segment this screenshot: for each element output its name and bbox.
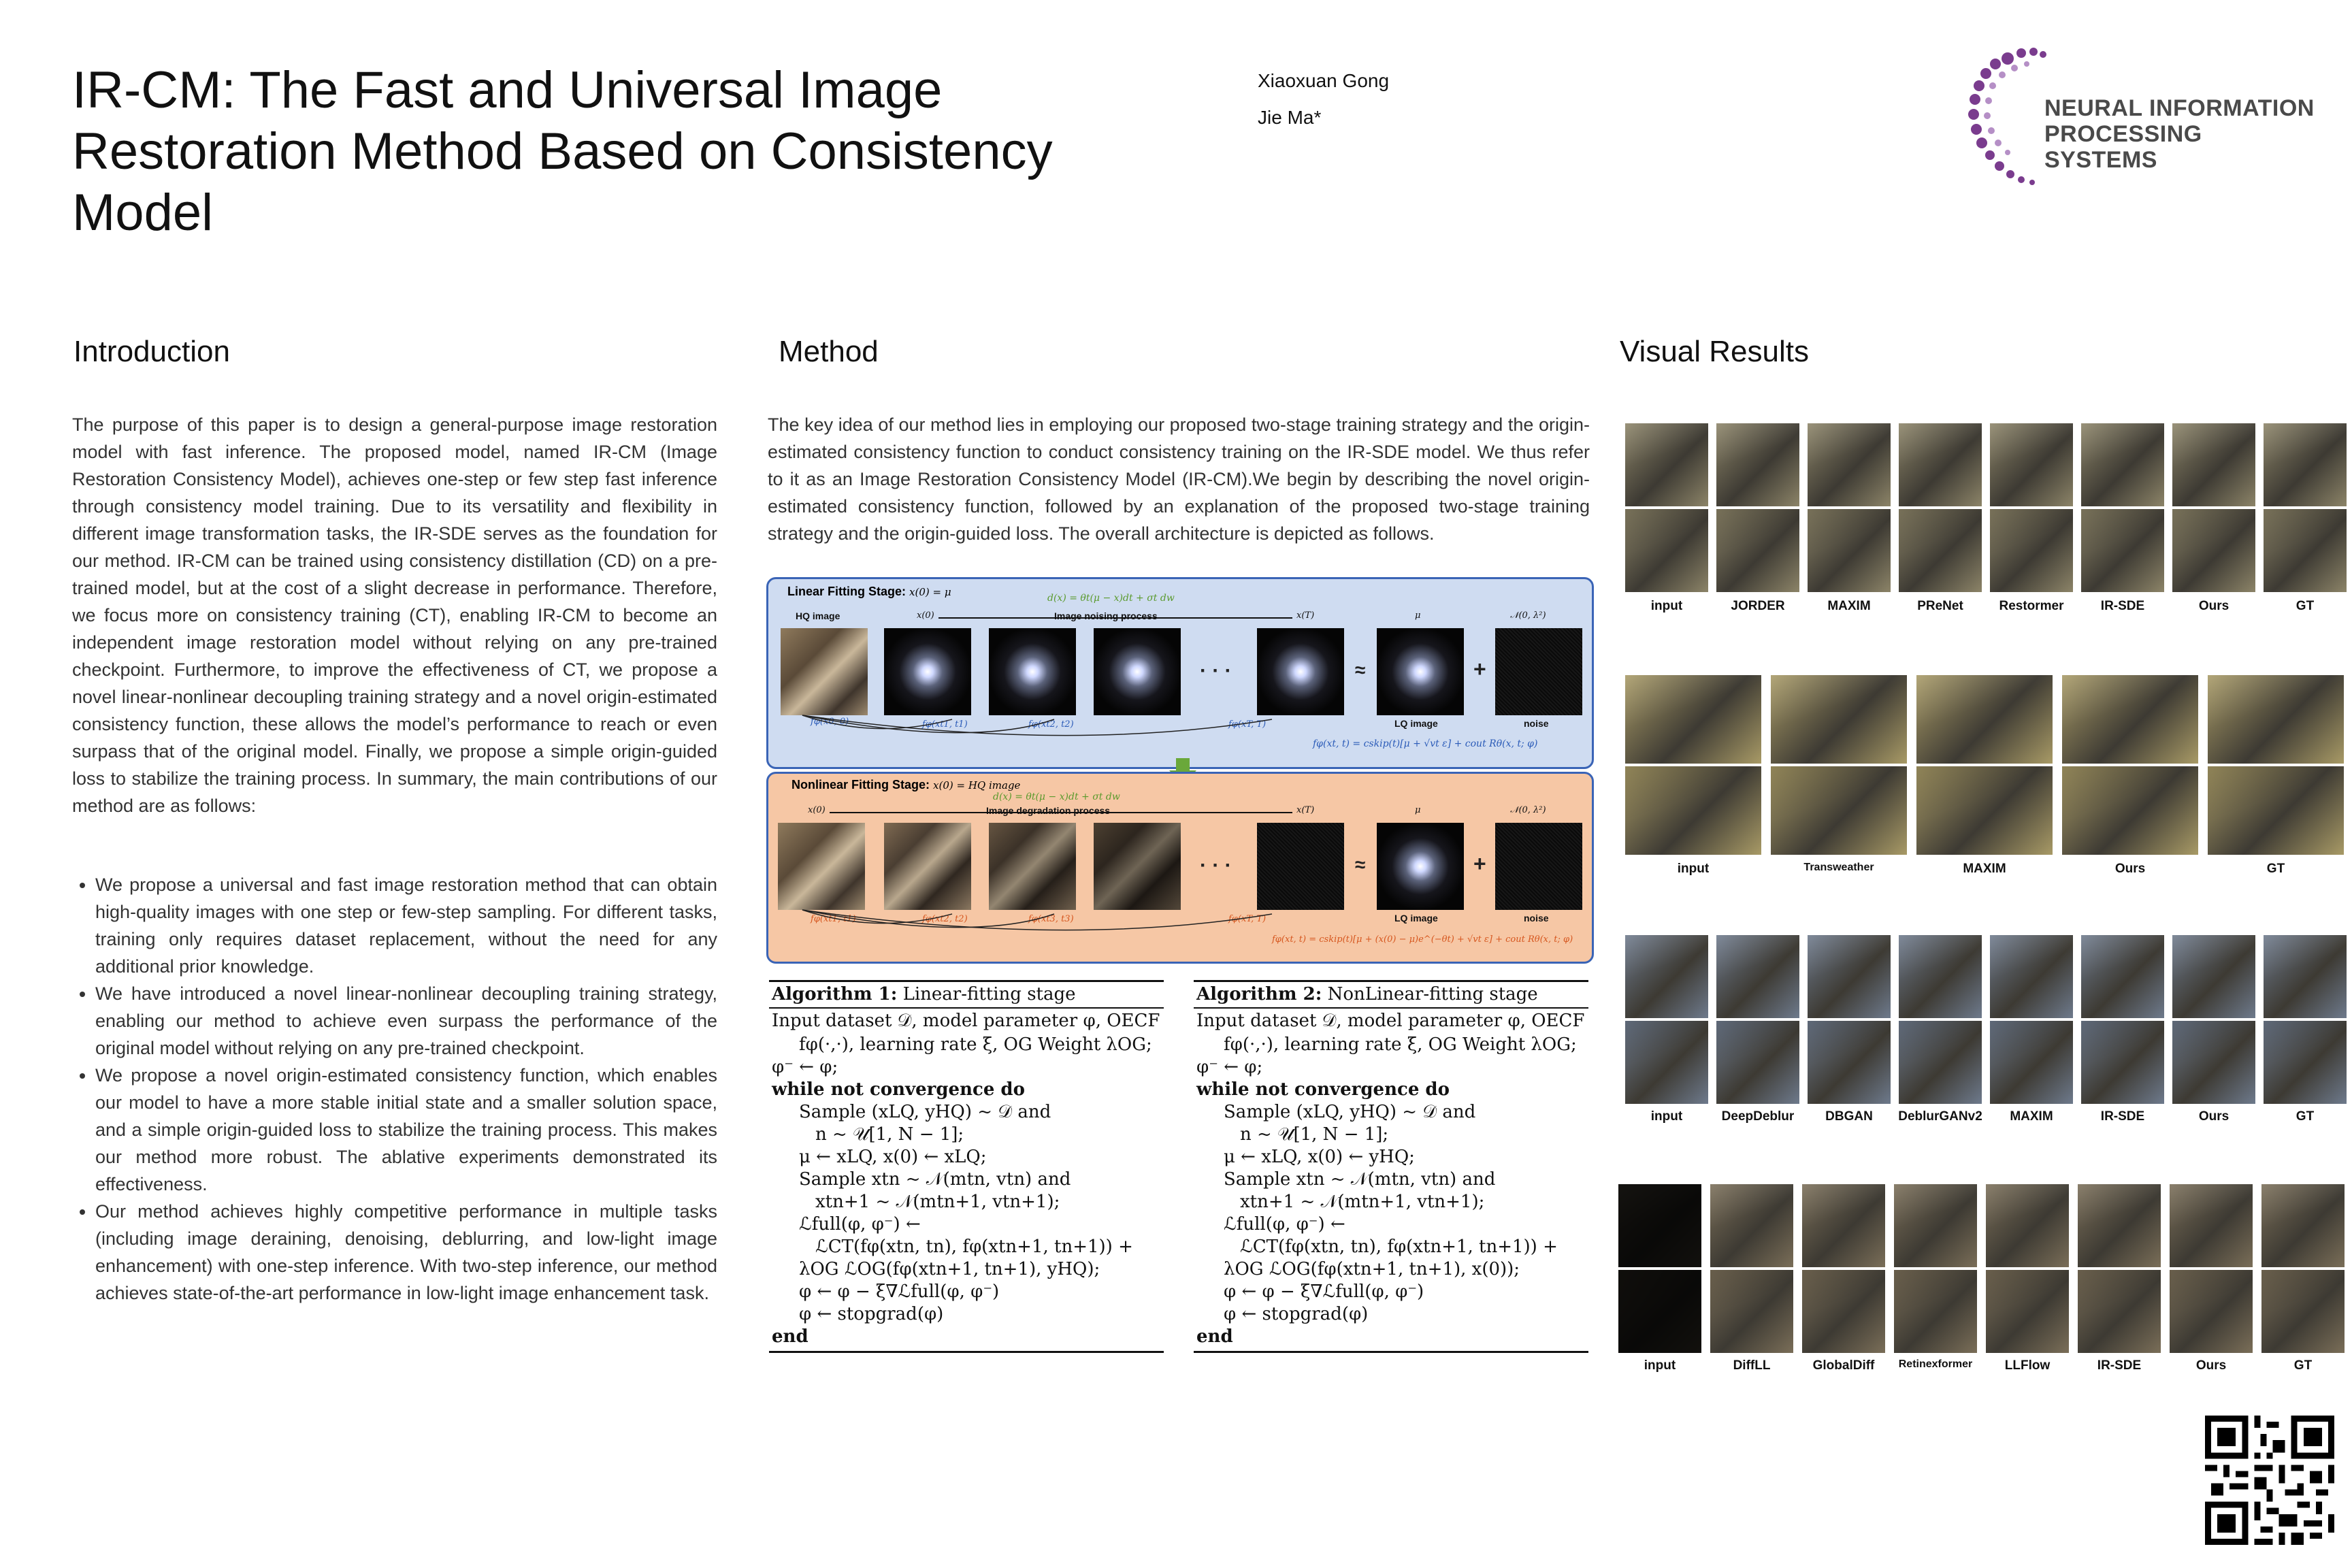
result-image bbox=[2261, 1184, 2345, 1267]
author-list bbox=[1258, 63, 1389, 136]
algorithm-2-line: φ ← φ − ξ∇ℒfull(φ, φ⁻) bbox=[1224, 1281, 1424, 1302]
noise-label: noise bbox=[1524, 913, 1549, 924]
result-image bbox=[2062, 766, 2198, 855]
result-image bbox=[1986, 1270, 2069, 1353]
nonlinear-consistency-formula: fφ(xt, t) = cskip(t)[μ + (x(0) − μ)e^(−θt) + √vt ε] + cout Rθ(x, t; φ) bbox=[1272, 934, 1573, 945]
result-image bbox=[1625, 675, 1761, 764]
algorithm-2-name: NonLinear-fitting stage bbox=[1327, 984, 1538, 1004]
nonlinear-stage-title bbox=[791, 778, 1020, 792]
process-arrow bbox=[830, 812, 1292, 813]
degraded-image-t2 bbox=[989, 823, 1076, 910]
result-image bbox=[1716, 1021, 1799, 1104]
algorithm-1-line: ℒfull(φ, φ⁻) ← bbox=[799, 1214, 921, 1235]
contribution-list bbox=[72, 871, 717, 1307]
consistency-arcs bbox=[796, 907, 1299, 941]
algorithm-2-number: Algorithm 2: bbox=[1196, 984, 1322, 1004]
method-heading: Method bbox=[779, 335, 879, 368]
result-method-label: Retinexformer bbox=[1898, 1358, 1973, 1370]
lq-image-label: LQ image bbox=[1394, 718, 1438, 729]
f-xt2-label: fφ(xt2, t2) bbox=[1028, 719, 1074, 730]
algorithm-2-title bbox=[1194, 982, 1588, 1007]
algorithm-2-line: ℒCT(fφ(xtn, tn), fφ(xtn+1, tn+1)) + bbox=[1240, 1237, 1558, 1257]
nonlinear-stage-condition: x(0) = HQ image bbox=[933, 779, 1021, 791]
mu-label: μ bbox=[1415, 805, 1421, 815]
result-method-label: LLFlow bbox=[2004, 1358, 2051, 1373]
result-image bbox=[2172, 1021, 2255, 1104]
result-image bbox=[2170, 1184, 2253, 1267]
lq-image bbox=[1377, 628, 1464, 715]
result-method-label: GT bbox=[2293, 1358, 2313, 1373]
result-image bbox=[1916, 766, 2053, 855]
f-xt1-label: fφ(xt1, t1) bbox=[922, 719, 968, 730]
result-method-label: Ours bbox=[2198, 1109, 2230, 1124]
result-image bbox=[1716, 423, 1799, 506]
f-xt3-label: fφ(xt3, t3) bbox=[1028, 914, 1074, 924]
result-method-label: input bbox=[1650, 1109, 1683, 1124]
f-xT-label: fφ(xT, T) bbox=[1228, 914, 1267, 924]
result-method-label: Ours bbox=[2114, 862, 2146, 876]
algorithm-1 bbox=[769, 980, 1164, 1353]
algorithm-1-line: λOG ℒOG(fφ(xtn+1, tn+1), yHQ); bbox=[799, 1259, 1100, 1279]
degraded-image-xT bbox=[1257, 823, 1344, 910]
result-method-label: DeblurGANv2 bbox=[1898, 1109, 1982, 1124]
result-image bbox=[2081, 509, 2164, 592]
noisy-image-t2 bbox=[1094, 628, 1181, 715]
result-image bbox=[2208, 675, 2344, 764]
result-image bbox=[1618, 1184, 1701, 1267]
result-method-label: IR-SDE bbox=[2100, 1109, 2145, 1124]
process-arrow bbox=[938, 617, 1292, 619]
contribution-item: • We propose a universal and fast image restoration method that can obtain high-quality images with one step or few-step sampling. For different tasks, training only requires dataset replacement, without the need for any additional prior knowledge. bbox=[95, 871, 717, 980]
noise-image bbox=[1495, 823, 1582, 910]
result-method-label: DBGAN bbox=[1825, 1109, 1873, 1124]
result-image bbox=[1771, 675, 1907, 764]
result-image bbox=[2078, 1270, 2161, 1353]
algorithm-1-line: μ ← xLQ, x(0) ← xLQ; bbox=[799, 1147, 987, 1167]
result-image bbox=[2264, 935, 2347, 1018]
plus-sign: + bbox=[1473, 851, 1486, 876]
result-image bbox=[1990, 509, 2073, 592]
result-image bbox=[1802, 1270, 1885, 1353]
result-image bbox=[1625, 935, 1708, 1018]
result-method-label: input bbox=[1644, 1358, 1676, 1373]
contribution-item: • We have introduced a novel linear-nonlinear decoupling training strategy, enabling our method to achieve even surpass the performance of the original model without relying on any pre-trained checkpoint. bbox=[95, 980, 717, 1062]
result-image bbox=[1899, 935, 1982, 1018]
algorithm-1-line: fφ(·,·), learning rate ξ, OG Weight λOG; bbox=[799, 1034, 1152, 1055]
hq-image bbox=[781, 628, 868, 715]
result-image bbox=[2264, 1021, 2347, 1104]
result-image bbox=[1618, 1270, 1701, 1353]
approx-sign: ≈ bbox=[1355, 659, 1366, 681]
logo-line: NEURAL INFORMATION bbox=[2044, 95, 2315, 121]
result-image bbox=[1716, 935, 1799, 1018]
hq-image bbox=[778, 823, 865, 910]
degraded-image-t3 bbox=[1094, 823, 1181, 910]
poster-title: IR-CM: The Fast and Universal Image Restoration Method Based on Consistency Model bbox=[72, 61, 1053, 242]
algorithm-2-line: ℒfull(φ, φ⁻) ← bbox=[1224, 1214, 1345, 1235]
linear-stage-condition: x(0) = μ bbox=[909, 586, 951, 598]
algorithm-2-line: λOG ℒOG(fφ(xtn+1, tn+1), x(0)); bbox=[1224, 1259, 1520, 1279]
result-image bbox=[2081, 423, 2164, 506]
mu-label: μ bbox=[1415, 610, 1421, 621]
result-method-label: PReNet bbox=[1917, 599, 1963, 613]
result-image bbox=[1625, 1021, 1708, 1104]
result-image bbox=[1894, 1184, 1977, 1267]
result-image bbox=[1899, 509, 1982, 592]
result-method-label: DiffLL bbox=[1733, 1358, 1771, 1373]
qr-code-icon bbox=[2205, 1416, 2334, 1545]
result-image bbox=[1625, 423, 1708, 506]
neurips-logo bbox=[1967, 44, 2321, 193]
x0-label: x(0) bbox=[808, 805, 826, 815]
contribution-item: • We propose a novel origin-estimated consistency function, which enables our model to have a more stable initial state and a smaller solution space, and a simple origin-guided loss to stabilize the training process. This makes our method more robust. The ablative experiments demonstrated its effectiveness. bbox=[95, 1062, 717, 1198]
linear-stage-label: Linear Fitting Stage: bbox=[787, 585, 906, 598]
xT-label: x(T) bbox=[1296, 805, 1315, 815]
result-method-label: input bbox=[1677, 862, 1710, 876]
result-method-label: GT bbox=[2296, 1109, 2315, 1124]
method-paragraph: The key idea of our method lies in employing our proposed two-stage training strategy and the origin-estimated consistency function to conduct consistency training on the IR-SDE model. We thus refer to it as an Image Restoration Consistency Model (IR-CM).We begin by describing the novel origin-estimated consistency function, followed by an explanation of the proposed two-stage training strategy and the origin-guided loss. The overall architecture is depicted as follows. bbox=[768, 414, 1590, 544]
algorithm-1-line: Input dataset 𝒟, model parameter φ, OECF bbox=[772, 1011, 1160, 1031]
algorithm-1-title bbox=[769, 982, 1164, 1007]
f-xT-label: fφ(xT, T) bbox=[1228, 719, 1267, 730]
consistency-arcs bbox=[796, 713, 1299, 747]
result-image bbox=[2172, 509, 2255, 592]
result-image bbox=[2170, 1270, 2253, 1353]
algorithm-2-line: Input dataset 𝒟, model parameter φ, OECF bbox=[1196, 1011, 1585, 1031]
result-image bbox=[2264, 509, 2347, 592]
noisy-image-xT bbox=[1257, 628, 1344, 715]
result-image bbox=[1916, 675, 2053, 764]
result-method-label: GT bbox=[2296, 599, 2315, 613]
algorithm-1-line: φ ← stopgrad(φ) bbox=[799, 1304, 944, 1324]
algorithm-2-line: φ ← stopgrad(φ) bbox=[1224, 1304, 1369, 1324]
algorithm-2-line: xtn+1 ~ 𝒩(mtn+1, vtn+1); bbox=[1240, 1192, 1485, 1212]
result-method-label: Restormer bbox=[1999, 599, 2064, 613]
result-image bbox=[1986, 1184, 2069, 1267]
algorithm-1-line: ℒCT(fφ(xtn, tn), fφ(xtn+1, tn+1)) + bbox=[815, 1237, 1133, 1257]
noisy-image-x0 bbox=[884, 628, 971, 715]
result-image bbox=[2172, 935, 2255, 1018]
approx-sign: ≈ bbox=[1355, 854, 1366, 875]
linear-stage-title bbox=[787, 585, 951, 599]
algorithm-2-line: μ ← xLQ, x(0) ← yHQ; bbox=[1224, 1147, 1415, 1167]
result-method-label: JORDER bbox=[1731, 599, 1785, 613]
algorithm-1-number: Algorithm 1: bbox=[772, 984, 898, 1004]
result-image bbox=[2264, 423, 2347, 506]
f-xt1-label: fφ(xt1, t1) bbox=[811, 914, 856, 924]
normal-dist-label: 𝒩(0, λ²) bbox=[1510, 805, 1546, 815]
result-method-label: Ours bbox=[2198, 599, 2230, 613]
result-image bbox=[2062, 675, 2198, 764]
algorithm-1-line: n ~ 𝒰[1, N − 1]; bbox=[815, 1124, 964, 1145]
linear-consistency-formula: fφ(xt, t) = cskip(t)[μ + √vt ε] + cout Rθ(x, t; φ) bbox=[1313, 738, 1538, 749]
nonlinear-stage-label: Nonlinear Fitting Stage: bbox=[791, 778, 930, 791]
algorithm-1-line: Sample xtn ~ 𝒩(mtn, vtn) and bbox=[799, 1169, 1071, 1190]
algorithm-2-line: while not convergence do bbox=[1196, 1079, 1450, 1100]
result-image bbox=[1808, 1021, 1891, 1104]
result-image bbox=[1771, 766, 1907, 855]
result-image bbox=[2208, 766, 2344, 855]
result-image bbox=[1990, 1021, 2073, 1104]
contribution-item: • Our method achieves highly competitive performance in multiple tasks (including image deraining, denoising, deblurring, and low-light image enhancement) with one-step inference. With two-step inference, our method achieves state-of-the-art performance in low-light image enhancement task. bbox=[95, 1198, 717, 1307]
result-image bbox=[2261, 1270, 2345, 1353]
introduction-heading: Introduction bbox=[74, 335, 230, 368]
result-image bbox=[1808, 423, 1891, 506]
result-image bbox=[1990, 423, 2073, 506]
result-image bbox=[1710, 1270, 1793, 1353]
algorithm-1-line: end bbox=[772, 1326, 808, 1347]
algorithm-2-line: φ⁻ ← φ; bbox=[1196, 1057, 1263, 1077]
ellipsis: · · · bbox=[1200, 854, 1232, 877]
algorithm-1-line: while not convergence do bbox=[772, 1079, 1025, 1100]
result-method-label: Transweather bbox=[1803, 862, 1874, 873]
algorithm-1-line: xtn+1 ~ 𝒩(mtn+1, vtn+1); bbox=[815, 1192, 1060, 1212]
plus-sign: + bbox=[1473, 657, 1486, 681]
noise-image bbox=[1495, 628, 1582, 715]
nonlinear-stage-panel bbox=[766, 772, 1594, 964]
degraded-image-t1 bbox=[884, 823, 971, 910]
normal-dist-label: 𝒩(0, λ²) bbox=[1510, 610, 1546, 621]
result-image bbox=[1990, 935, 2073, 1018]
algorithm-1-line: φ⁻ ← φ; bbox=[772, 1057, 838, 1077]
result-method-label: MAXIM bbox=[2010, 1109, 2053, 1124]
result-image bbox=[2172, 423, 2255, 506]
result-method-label: DeepDeblur bbox=[1721, 1109, 1795, 1124]
degradation-sde-equation: d(x) = θt(μ − x)dt + σt dw bbox=[993, 791, 1120, 802]
logo-line: PROCESSING SYSTEMS bbox=[2044, 121, 2202, 173]
result-image bbox=[1716, 509, 1799, 592]
result-method-label: input bbox=[1650, 599, 1683, 613]
result-image bbox=[1802, 1184, 1885, 1267]
result-image bbox=[1808, 935, 1891, 1018]
linear-stage-panel bbox=[766, 577, 1594, 769]
ellipsis: · · · bbox=[1200, 659, 1232, 682]
result-image bbox=[1625, 766, 1761, 855]
introduction-paragraph: The purpose of this paper is to design a general-purpose image restoration model with fast inference. The proposed model, named IR-CM (Image Restoration Consistency Model), achieves one-step or few step fast inference through consistency model training. Due to its versatility and flexibility in different image transformation tasks, the IR-SDE serves as the foundation for our method. IR-CM can be trained using consistency distillation (CD) on a pre-trained model, but at the cost of a slight decrease in performance. Therefore, we focus more on consistency training (CT), enabling IR-CM to become an independent image restoration model without relying on any pre-trained checkpoint. Furthermore, to improve the effectiveness of CT, we propose a novel linear-nonlinear decoupling training strategy and a novel origin-estimated consistency function, these allows the model’s performance to reach or even surpass that of the original model. Finally, we propose a simple origin-guided loss to stabilize the training process. In summary, the main contributions of our method are as follows: bbox=[72, 414, 717, 816]
algorithm-2-line: Sample (xLQ, yHQ) ~ 𝒟 and bbox=[1224, 1102, 1476, 1122]
noise-label: noise bbox=[1524, 718, 1549, 729]
algorithm-2 bbox=[1194, 980, 1588, 1353]
algorithm-1-name: Linear-fitting stage bbox=[902, 984, 1076, 1004]
result-method-label: GT bbox=[2266, 862, 2285, 876]
f-x0-label: fφ(x0, 0) bbox=[811, 717, 849, 727]
result-image bbox=[1808, 509, 1891, 592]
author-name: Xiaoxuan Gong bbox=[1258, 70, 1390, 91]
algorithm-2-line: Sample xtn ~ 𝒩(mtn, vtn) and bbox=[1224, 1169, 1496, 1190]
algorithm-2-line: fφ(·,·), learning rate ξ, OG Weight λOG; bbox=[1224, 1034, 1577, 1055]
algorithm-1-line: φ ← φ − ξ∇ℒfull(φ, φ⁻) bbox=[799, 1281, 1000, 1302]
result-image bbox=[1710, 1184, 1793, 1267]
noisy-image-t1 bbox=[989, 628, 1076, 715]
result-method-label: GlobalDiff bbox=[1812, 1358, 1875, 1373]
result-image bbox=[2081, 935, 2164, 1018]
result-method-label: MAXIM bbox=[1963, 862, 2006, 876]
lq-image bbox=[1377, 823, 1464, 910]
result-method-label: IR-SDE bbox=[2097, 1358, 2142, 1373]
author-name: Jie Ma* bbox=[1258, 107, 1322, 128]
result-method-label: MAXIM bbox=[1827, 599, 1871, 613]
result-image bbox=[2081, 1021, 2164, 1104]
logo-text bbox=[2044, 95, 2321, 173]
result-image bbox=[1899, 423, 1982, 506]
result-image bbox=[1899, 1021, 1982, 1104]
x0-label: x(0) bbox=[917, 610, 934, 621]
degradation-process-label: Image degradation process bbox=[986, 805, 1111, 816]
result-method-label: IR-SDE bbox=[2100, 599, 2145, 613]
result-image bbox=[1625, 509, 1708, 592]
algorithm-2-line: end bbox=[1196, 1326, 1233, 1347]
algorithm-1-line: Sample (xLQ, yHQ) ~ 𝒟 and bbox=[799, 1102, 1051, 1122]
result-method-label: Ours bbox=[2195, 1358, 2227, 1373]
xT-label: x(T) bbox=[1296, 610, 1315, 621]
noising-process-label: Image noising process bbox=[1054, 610, 1158, 621]
lq-image-label: LQ image bbox=[1394, 913, 1438, 924]
sde-equation: d(x) = θt(μ − x)dt + σt dw bbox=[1047, 593, 1175, 604]
algorithm-2-line: n ~ 𝒰[1, N − 1]; bbox=[1240, 1124, 1389, 1145]
neurips-swirl-icon bbox=[1967, 44, 2048, 193]
result-image bbox=[2078, 1184, 2161, 1267]
hq-image-label: HQ image bbox=[796, 610, 840, 621]
result-image bbox=[1894, 1270, 1977, 1353]
visual-results-heading: Visual Results bbox=[1620, 335, 1809, 368]
f-xt2-label: fφ(xt2, t2) bbox=[922, 914, 968, 924]
